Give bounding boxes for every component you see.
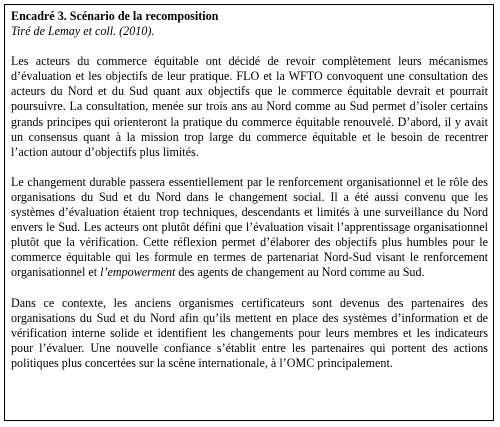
paragraph-organisational-change: [11, 175, 488, 281]
paragraph-text-before-emphasis: Le changement durable passera essentiellement par le renforcement organisationnel et le rôle des organisations du Sud et du Nord dans le changement social. Il a été aussi convenu que les systèmes d’évaluation étaient trop techniques, descendants et limités à une surveillance du Nord envers le Sud. Les acteurs ont plutôt défini que l’évaluation visait l’apprentissage organisationnel plutôt que la vérification. Cette réflexion permet d’élaborer des objectifs plus humbles pour le commerce équitable qui les formule en termes de partenariat Nord-Sud visant le renforcement organisationnel et: [11, 174, 488, 280]
box-source: Tiré de Lemay et coll. (2010).: [11, 24, 155, 39]
paragraph-evaluation-review: Les acteurs du commerce équitable ont décidé de revoir complètement leurs mécanismes d’évaluation et les objectifs de leur pratique. FLO et la WFTO convoquent une consultation des acteurs du Nord et du Sud quant aux objectifs que le commerce équitable devrait et pourrait poursuivre. La consultation, menée sur trois ans au Nord comme au Sud permet d’isoler certains grands principes qui orienteront la pratique du commerce équitable renouvelé. D’abord, il y avait un consensus quant à la mission trop large du commerce équitable et le besoin de recentrer l’action autour d’objectifs plus limités.: [11, 54, 488, 159]
paragraph-text-after-emphasis: des agents de changement au Nord comme au Sud.: [175, 265, 425, 280]
paragraph-new-partnership: Dans ce contexte, les anciens organismes certificateurs sont devenus des partenaires des organisations du Sud et du Nord afin qu’ils mettent en place des systèmes d’information et de vérification interne solide et identifient les changements pour leurs membres et les indicateurs pour l’évaluer. Une nouvelle confiance s’établit entre les partenaires qui portent des actions politiques plus concertées sur la scène internationale, à l’OMC principalement.: [11, 295, 488, 370]
box-title: Encadré 3. Scénario de la recomposition: [11, 9, 219, 23]
encadre-box: [4, 4, 494, 421]
emphasis-empowerment: l’empowerment: [100, 265, 176, 280]
